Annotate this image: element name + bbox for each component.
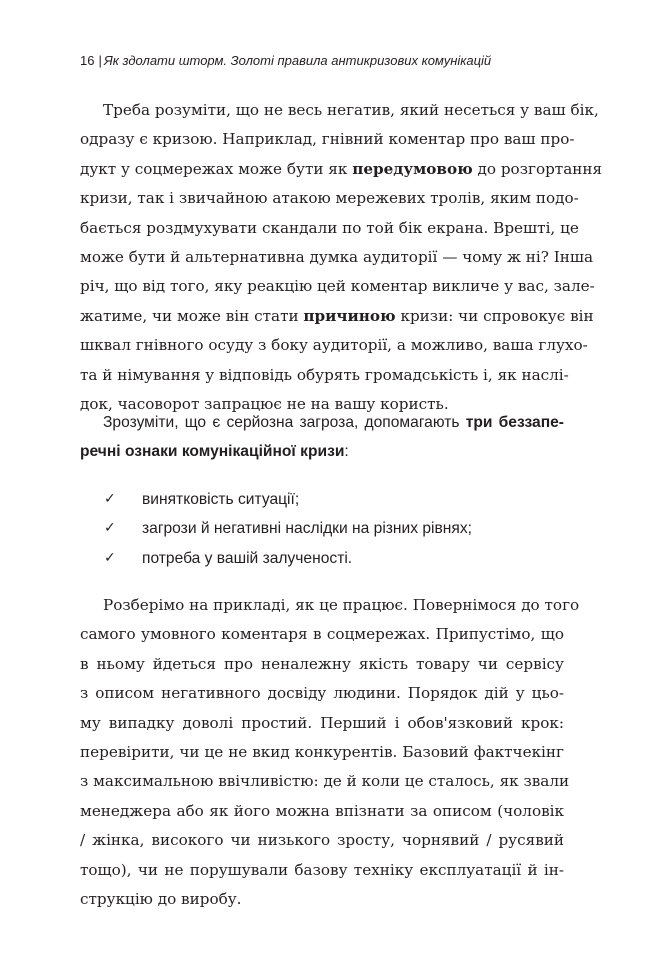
line-text: кризи: чи спровокує він	[395, 306, 594, 325]
paragraph-line: річ, що від того, яку реакцію цей коментар викличе у вас, зале-	[80, 277, 595, 296]
paragraph-line: може бути й альтернативна думка аудиторії — чому ж ні? Інша	[80, 247, 594, 266]
list-item-text: потреба у вашій залученості.	[142, 549, 353, 567]
line-text: Зрозуміти, що є серйозна загроза, допомагають	[103, 414, 466, 431]
bold-term: передумовою	[352, 159, 473, 178]
paragraph-line	[80, 302, 594, 331]
bold-term: причиною	[303, 306, 396, 325]
paragraph-line: з описом негативного досвіду людини. Порядок дій у цьо-	[80, 684, 564, 703]
paragraph-line: кризи, так і звичайною атакою мережевих тролів, яким подо-	[80, 189, 579, 208]
book-title: Як здолати шторм. Золоті правила антикризових комунікацій	[103, 53, 492, 68]
paragraph-line: самого умовного коментаря в соцмережах. Припустімо, що	[80, 625, 564, 644]
bold-term: речні ознаки комунікаційної кризи	[80, 443, 345, 461]
line-text: до розгортання	[472, 159, 603, 178]
paragraph-line: струкцію до виробу.	[80, 889, 242, 908]
line-text: :	[344, 443, 349, 461]
paragraph-line	[80, 155, 603, 184]
list-item-text: загрози й негативні наслідки на різних рівнях;	[142, 520, 472, 538]
paragraph-line	[80, 437, 564, 466]
paragraph-line: та й німування у відповідь обурять громадськість і, як наслі-	[80, 365, 569, 384]
list-item	[104, 544, 472, 573]
paragraph-line: з максимальною ввічливістю: де й коли це сталось, як звали	[80, 772, 570, 791]
list-item	[104, 514, 472, 543]
paragraph-line: перевірити, чи це не вкид конкурентів. Базовий фактчекінг	[80, 742, 564, 761]
line-text: жатиме, чи може він стати	[80, 306, 304, 325]
bold-term: три беззапе-	[465, 414, 565, 431]
paragraph-line: шквал гнівного осуду з боку аудиторії, а можливо, ваша глухо-	[80, 336, 588, 355]
crisis-signs-list	[104, 485, 472, 573]
paragraph-line: в ньому йдеться про неналежну якість товару чи сервісу	[80, 654, 564, 673]
paragraph-2	[80, 408, 564, 467]
line-text: дукт у соцмережах може бути як	[80, 159, 353, 178]
paragraph-line	[80, 408, 564, 437]
paragraph-line: / жінка, високого чи низького зросту, чорнявий / русявий	[80, 831, 564, 850]
paragraph-line: одразу є кризою. Наприклад, гнівний коментар про ваш про-	[80, 130, 575, 149]
paragraph-3	[80, 591, 580, 914]
check-icon: ✓	[104, 549, 116, 566]
paragraph-line: Треба розуміти, що не весь негатив, який несеться у ваш бік,	[103, 101, 599, 119]
paragraph-line: док, часоворот запрацює не на вашу користь.	[80, 394, 449, 413]
paragraph-line: му випадку доволі простий. Перший і обов'язковий крок:	[80, 713, 564, 732]
check-icon: ✓	[104, 491, 116, 507]
paragraph-line: тощо), чи не порушували базову техніку експлуатації й ін-	[80, 860, 564, 879]
list-item-text: винятковість ситуації;	[142, 491, 300, 508]
list-item	[104, 485, 472, 514]
paragraph-line: Розберімо на прикладі, як це працює. Повернімося до того	[103, 596, 580, 614]
paragraph-line: менеджера або як його можна впізнати за описом (чоловік	[80, 801, 564, 820]
paragraph-line: бається роздмухувати скандали по той бік екрана. Врешті, це	[80, 218, 579, 237]
paragraph-1	[80, 96, 603, 419]
check-icon: ✓	[104, 520, 116, 537]
header-separator: |	[98, 53, 102, 68]
page-number: 16	[80, 53, 95, 68]
running-header	[80, 53, 491, 68]
